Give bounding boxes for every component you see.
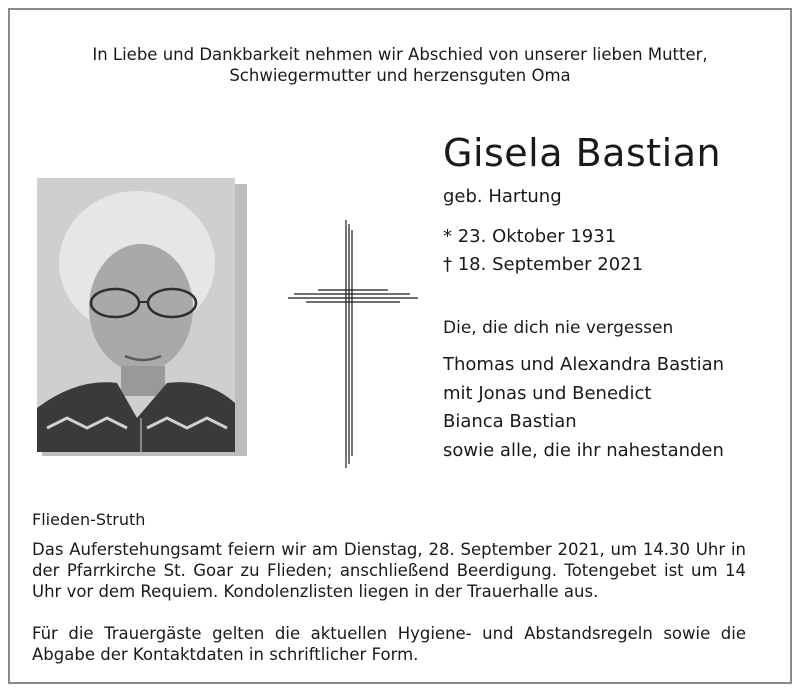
mourners-list [443, 351, 724, 465]
portrait-illustration [37, 178, 235, 452]
death-date: † 18. September 2021 [443, 254, 644, 275]
birth-date: * 23. Oktober 1931 [443, 226, 617, 247]
deceased-name: Gisela Bastian [443, 131, 722, 175]
intro-line-1: In Liebe und Dankbarkeit nehmen wir Abschied von unserer lieben Mutter, [92, 45, 708, 64]
mourner-line: sowie alle, die ihr nahestanden [443, 439, 724, 461]
intro-line-2: Schwiegermutter und herzensguten Oma [229, 66, 571, 85]
portrait-photo [37, 178, 235, 452]
birth-name: geb. Hartung [443, 186, 562, 207]
mourner-line: mit Jonas und Benedict [443, 382, 652, 404]
mourner-line: Bianca Bastian [443, 411, 577, 433]
service-paragraph: Das Auferstehungsamt feiern wir am Dienstag, 28. September 2021, um 14.30 Uhr in der Pfarrkirche St. Goar zu Flieden; anschließend Beerdigung. Totengebet ist um 14 Uhr vor dem Requiem. Kondolenzlisten liegen in der Trauerhalle aus. [32, 540, 746, 602]
mourner-line: Thomas und Alexandra Bastian [443, 354, 725, 375]
mourners-intro: Die, die dich nie vergessen [443, 318, 674, 338]
cross-icon [288, 220, 418, 468]
location: Flieden-Struth [32, 510, 146, 529]
intro-text [0, 44, 800, 86]
hygiene-paragraph: Für die Trauergäste gelten die aktuellen Hygiene- und Abstandsregeln sowie die Abgabe der Kontaktdaten in schriftlicher Form. [32, 624, 746, 665]
